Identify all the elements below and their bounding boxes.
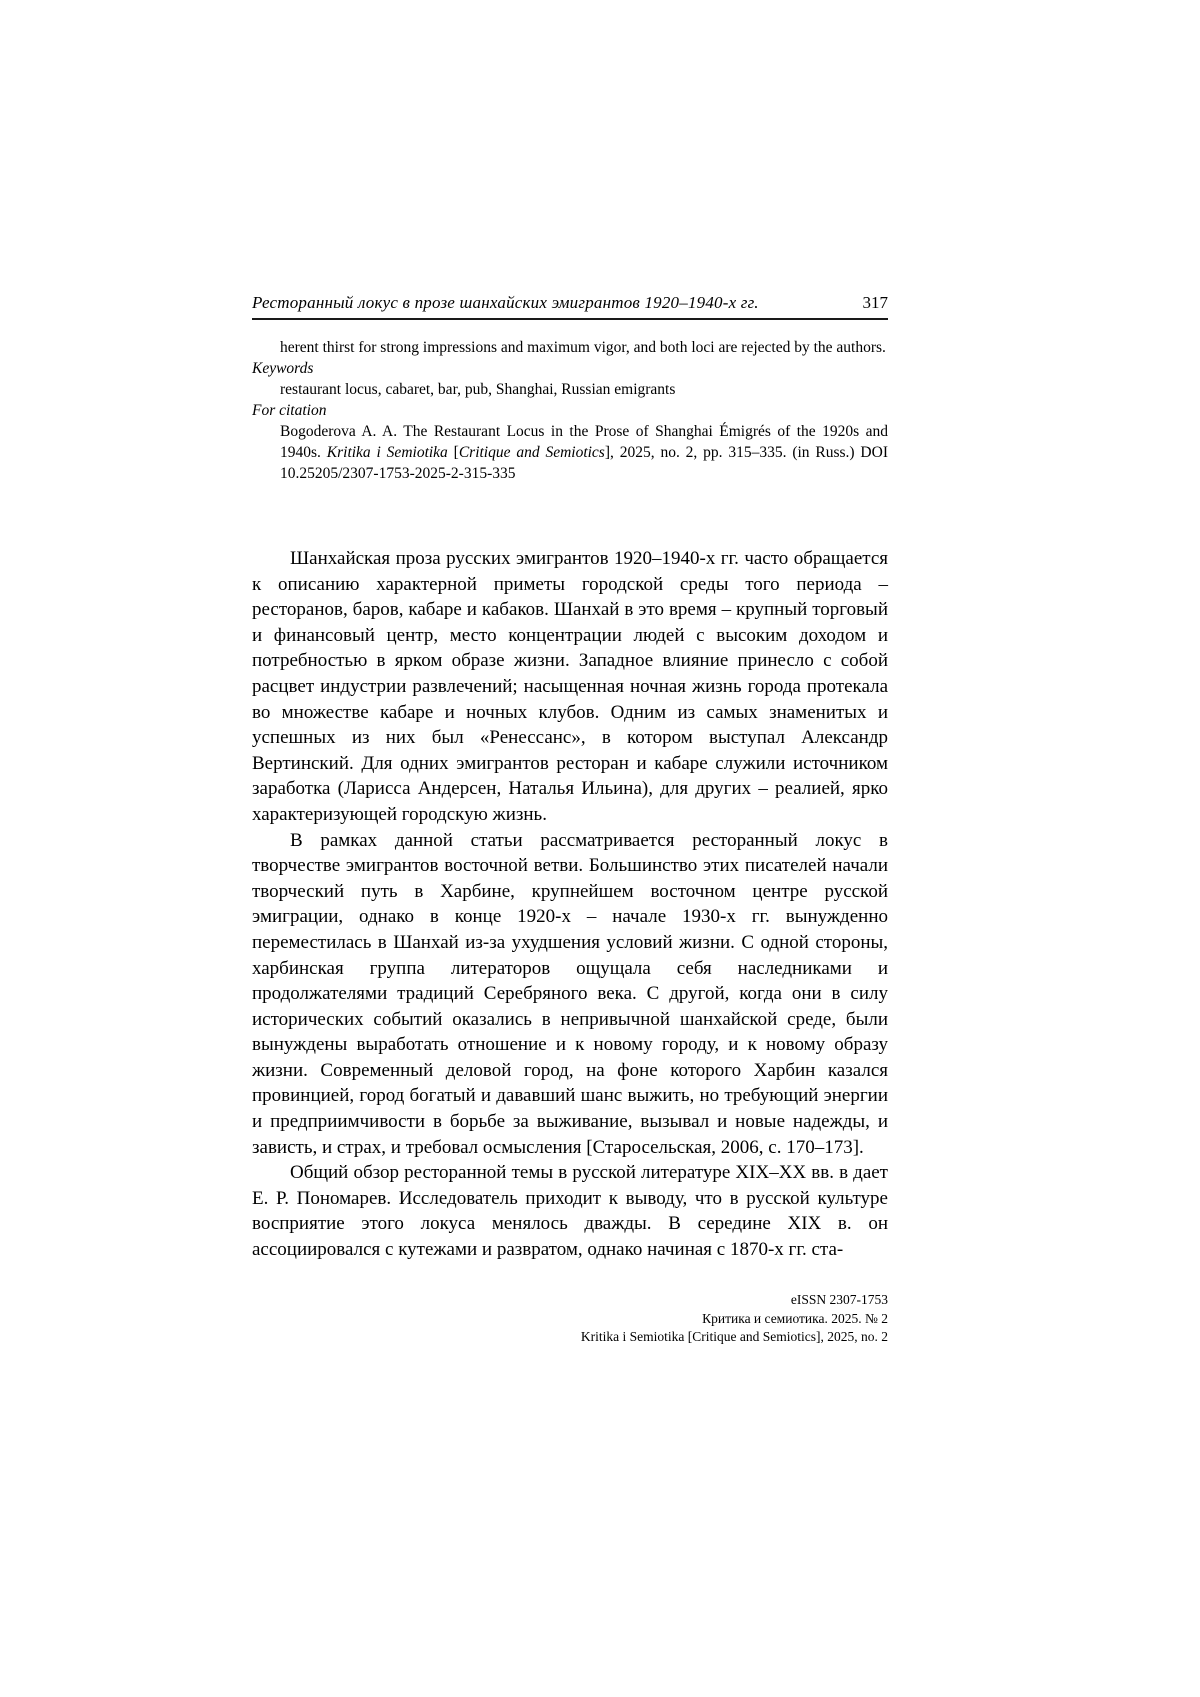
for-citation-label: For citation: [252, 402, 327, 419]
keywords-text: restaurant locus, cabaret, bar, pub, Shanghai, Russian emigrants: [280, 381, 676, 398]
running-title: Ресторанный локус в прозе шанхайских эмигрантов 1920–1940-х гг.: [252, 293, 759, 312]
body-paragraph: Шанхайская проза русских эмигрантов 1920–1940-х гг. часто обращается к описанию характерной приметы городской среды того периода – ресторанов, баров, кабаре и кабаков. Шанхай в это время – крупный торговый и финансовый центр, место концентрации людей с высоким доходом и потребностью в ярком образе жизни. Западное влияние принесло с собой расцвет индустрии развлечений; насыщенная ночная жизнь города протекала во множестве кабаре и ночных клубов. Одним из самых знаменитых и успешных из них был «Ренессанс», в котором выступал Александр Вертинский. Для одних эмигрантов ресторан и кабаре служили источником заработка (Ларисса Андерсен, Наталья Ильина), для других – реалией, ярко характеризующей городскую жизнь.: [252, 548, 888, 825]
keywords-label: Keywords: [252, 360, 314, 377]
body-paragraph: Общий обзор ресторанной темы в русской литературе XIX–XX вв. в дает Е. Р. Пономарев. Исследователь приходит к выводу, что в русской культуре восприятие этого локуса менялось дважды. В середине XIX в. он ассоциировался с кутежами и развратом, однако начиная с 1870-х гг. ста-: [252, 1162, 888, 1261]
citation-text: [280, 421, 888, 484]
footer-line-journal-en: Kritika i Semiotika [Critique and Semiotics], 2025, no. 2: [580, 1329, 888, 1344]
article-body: [252, 546, 888, 1263]
footer-line-journal-ru: Критика и семиотика. 2025. № 2: [702, 1310, 888, 1326]
citation-bracket: [: [447, 444, 459, 461]
body-paragraph: В рамках данной статьи рассматривается ресторанный локус в творчестве эмигрантов восточной ветви. Большинство этих писателей начали творческий путь в Харбине, крупнейшем восточном центре русской эмиграции, однако в конце 1920-х – начале 1930-х гг. вынужденно переместилась в Шанхай из-за ухудшения условий жизни. С одной стороны, харбинская группа литераторов ощущала себя наследниками и продолжателями традиций Серебряного века. С другой, когда они в силу исторических событий оказались в непривычной шанхайской среде, были вынуждены выработать отношение и к новому городу, и к новому образу жизни. Современный деловой город, на фоне которого Харбин казался провинцией, город богатый и дававший шанс выжить, но требующий энергии и предприимчивости в борьбе за выживание, вызывал и новые надежды, и зависть, и страх, и требовал осмысления [Старосельская, 2006, с. 170–173].: [252, 829, 888, 1158]
citation-issue-doi: ], 2025, no. 2, pp. 315–335. (in Russ.) DOI 10.25205/2307-1753-2025-2-315-335: [280, 444, 888, 482]
citation-journal-translated: Critique and Semiotics: [458, 444, 605, 461]
abstract-continuation: herent thirst for strong impressions and maximum vigor, and both loci are rejected by the authors.: [280, 339, 886, 356]
page-number: 317: [862, 293, 888, 312]
footer-line-eissn: eISSN 2307-1753: [790, 1292, 888, 1307]
front-matter: [252, 337, 888, 484]
running-header: [252, 293, 888, 320]
citation-authors-title: Bogoderova A. A. The Restaurant Locus in the Prose of Shanghai Émigrés of the 1920s and 1940s.: [280, 423, 888, 461]
journal-imprint: [252, 1291, 888, 1347]
citation-journal-transliterated: Kritika i Semiotika: [326, 444, 448, 461]
